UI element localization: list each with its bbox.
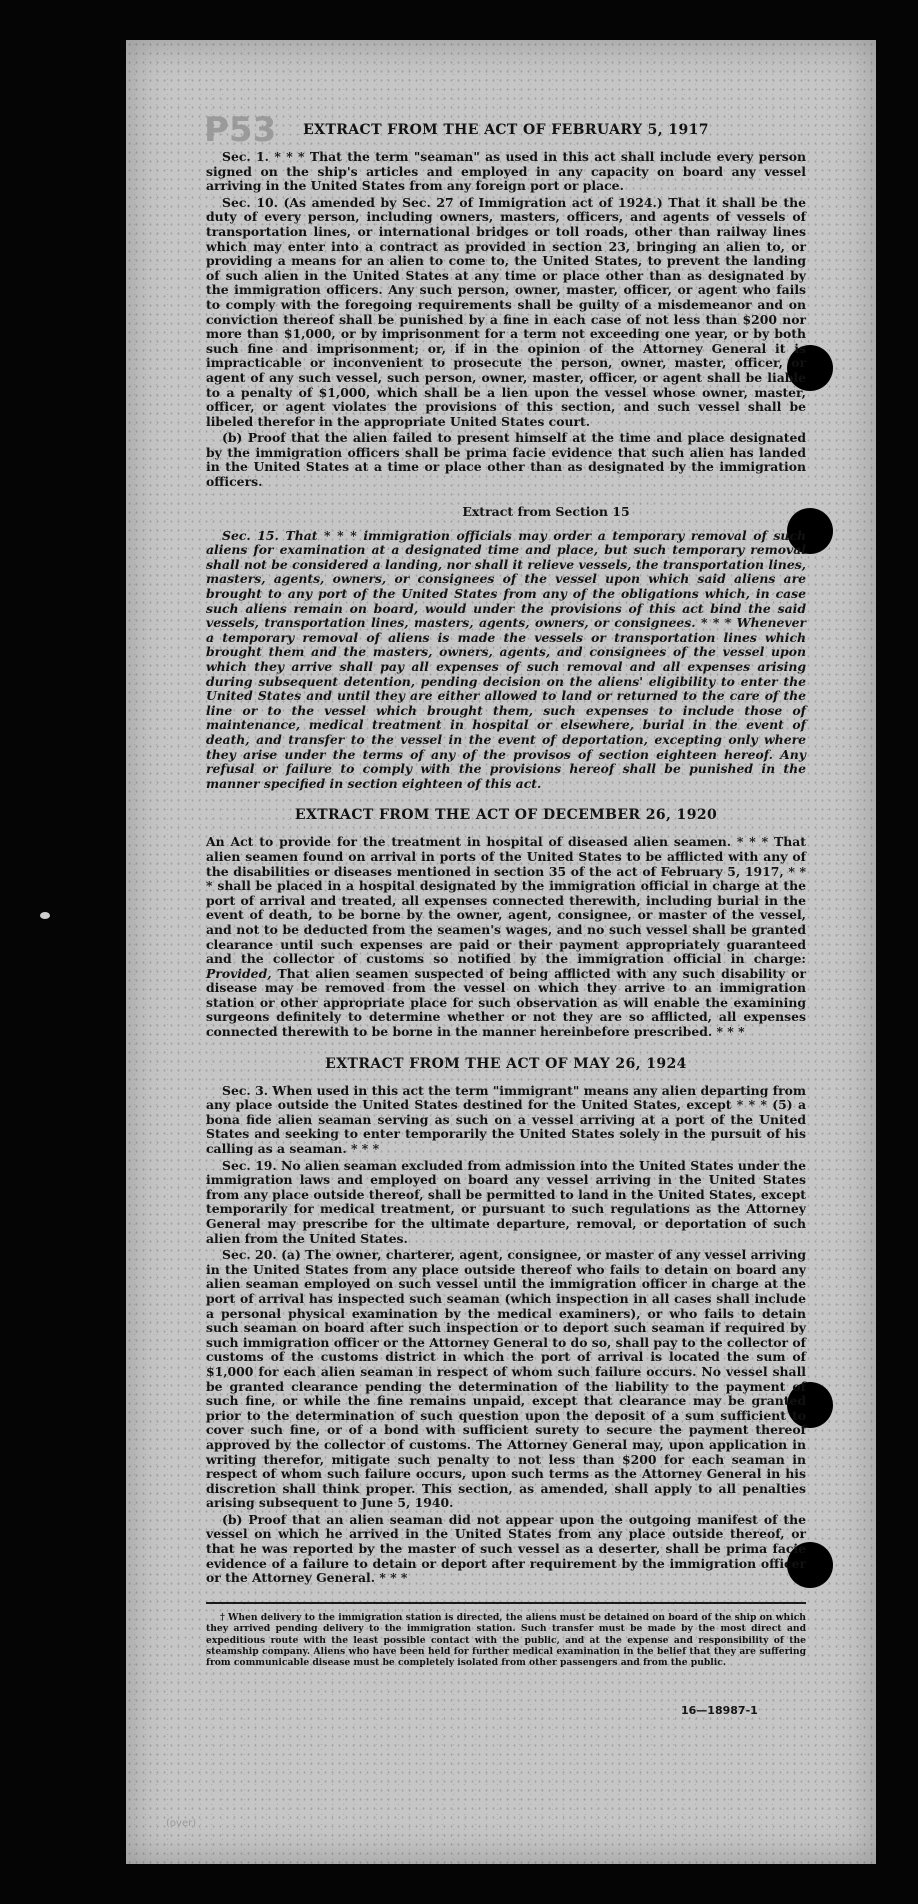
paragraph: Sec. 15. That * * * immigration officials may order a temporary removal of such aliens for examination at a designated time and place, but such temporary removal shall not be considered a landing, nor shall it relieve vessels, the transportation lines, masters, agents, owners, or consignees of the vessel upon which said aliens are brought to any port of the United States from any of the obligations which, in case such aliens remain on board, would under the provisions of this act bind the said vessels, transportation lines, masters, agents, owners, or consignees. * * * Whenever a temporary removal of aliens is made the vessels or transportation lines which brought them and the masters, owners, agents, and consignees of the vessel upon which they arrive shall pay all expenses of such removal and all expenses arising during subsequent detention, pending decision on the aliens' eligibility to enter the United States and until they are either allowed to land or returned to the care of the line or to the vessel which brought them, such expenses to include those of maintenance, medical treatment in hospital or elsewhere, burial in the event of death, and transfer to the vessel in the event of deportation, excepting only where they arise under the terms of any of the provisos of section eighteen hereof. Any refusal or failure to comply with the provisions hereof shall be punished in the manner specified in section eighteen of this act.	[206, 527, 806, 791]
paragraph: Sec. 10. (As amended by Sec. 27 of Immigration act of 1924.) That it shall be the duty of every person, including owners, masters, officers, and agents of vessels of transportation lines, or international bridges or toll roads, other than railway lines which may enter into a contract as provided in section 23, bringing an alien to, or providing a means for an alien to come to, the United States, to prevent the landing of such alien in the United States at any time or place other than as designated by the immigration officers. Any such person, owner, master, officer, or agent who fails to comply with the foregoing requirements shall be guilty of a misdemeanor and on conviction thereof shall be punished by a fine in each case of not less than $200 nor more than $1,000, or by imprisonment for a term not exceeding one year, or by both such fine and imprisonment; or, if in the opinion of the Attorney General it is impracticable or inconvenient to prosecute the person, owner, master, officer, or agent of any such vessel, such person, owner, master, officer, or agent shall be liable to a penalty of $1,000, which shall be a lien upon the vessel whose owner, master, officer, or agent violates the provisions of this section, and such vessel shall be libeled therefor in the appropriate United States court.	[206, 194, 806, 429]
paragraph: Sec. 3. When used in this act the term "immigrant" means any alien departing from any place outside the United States destined for the United States, except * * * (5) a bona fide alien seaman serving as such on a vessel arriving at a port of the United States and seeking to enter temporarily the United States solely in the pursuit of his calling as a seaman. * * *	[206, 1082, 806, 1157]
paragraph: Sec. 1. * * * That the term "seaman" as used in this act shall include every person signed on the ship's articles and employed in any capacity on board any vessel arriving in the United States from any foreign port or place.	[206, 149, 806, 194]
paragraph: Sec. 20. (a) The owner, charterer, agent, consignee, or master of any vessel arriving in the United States from any place outside thereof who fails to detain on board any alien seaman employed on such vessel until the immigration officer in charge at the port of arrival has inspected such seaman (which inspection in all cases shall include a personal physical examination by the medical examiners), or who fails to detain such seaman on board after such inspection or to deport such seaman if required by such immigration officer or the Attorney General to do so, shall pay to the collector of customs of the customs district in which the port of arrival is located the sum of $1,000 for each alien seaman in respect of whom such failure occurs. No vessel shall be granted clearance pending the determination of the liability to the payment of such fine, or while the fine remains unpaid, except that clearance may be granted prior to the determination of such question upon the deposit of a sum sufficient to cover such fine, or of a bond with sufficient surety to secure the payment thereof approved by the collector of customs. The Attorney General may, upon application in writing therefor, mitigate such penalty to not less than $200 for each seaman in respect of whom such failure occurs, upon such terms as the Attorney General in his discretion shall think proper. This section, as amended, shall apply to all penalties arising subsequent to June 5, 1940.	[206, 1247, 806, 1511]
paragraph: (b) Proof that an alien seaman did not appear upon the outgoing manifest of the vessel on which he arrived in the United States from any place outside thereof, or that he was reported by the master of such vessel as a deserter, shall be prima facie evidence of a failure to detain or deport after requirement by the immigration officer or the Attorney General. * * *	[206, 1511, 806, 1586]
paragraph: Sec. 19. No alien seaman excluded from admission into the United States under the immigration laws and employed on board any vessel arriving in the United States from any place outside thereof, shall be permitted to land in the United States, except temporarily for medical treatment, or pursuant to such regulations as the Attorney General may prescribe for the ultimate departure, removal, or deportation of such alien from the United States.	[206, 1157, 806, 1246]
section-subheading: Extract from Section 15	[462, 503, 630, 519]
footnote-divider	[206, 1602, 806, 1604]
section-heading: EXTRACT FROM THE ACT OF MAY 26, 1924	[325, 1055, 687, 1072]
faded-stamp: P53	[204, 110, 277, 150]
corner-mark: (over)	[166, 1818, 197, 1829]
section-heading: EXTRACT FROM THE ACT OF DECEMBER 26, 1920	[294, 807, 718, 824]
paragraph-text: An Act to provide for the treatment in hospital of diseased alien seamen. * * * That alien seamen found on arrival in ports of the United States to be afflicted with any of the disabilities or diseases mentioned in section 35 of the act of February 5, 1917, * * * shall be placed in a hospital designated by the immigration official in charge at the port of arrival and treated, all expenses connected therewith, including burial in the event of death, to be borne by the owner, agent, consignee, or master of the vessel, and not to be deducted from the seamen's wages, and no such vessel shall be granted clearance until such expenses are paid or their payment appropriately guaranteed and the collector of customs so notified by the immigration official in charge:	[206, 834, 806, 967]
paragraph: (b) Proof that the alien failed to present himself at the time and place designated by the immigration officers shall be prima facie evidence that such alien has landed in the United States at a time or place other than as designated by the immigration officers.	[206, 430, 806, 490]
proviso-label: Provided,	[206, 965, 272, 981]
document-body	[206, 122, 806, 1669]
footnote: † When delivery to the immigration station is directed, the aliens must be detained on board of the ship on which they arrived pending delivery to the immigration station. Such transfer must be made by the most direct and expeditious route with the least possible contact with the public, and at the expense and responsibility of the steamship company. Aliens who have been held for further medical examination in the belief that they are suffering from communicable disease must be completely isolated from other passengers and from the public.	[206, 1611, 806, 1669]
section-heading: EXTRACT FROM THE ACT OF FEBRUARY 5, 1917	[303, 122, 709, 138]
form-code: 16—18987-1	[681, 1704, 758, 1717]
scan-speck	[40, 912, 50, 919]
document-page	[126, 40, 876, 1864]
paragraph	[206, 835, 806, 1039]
paragraph-text: That alien seamen suspected of being afflicted with any such disability or disease may be removed from the vessel on which they arrive to an immigration station or other appropriate place for such observation as will enable the examining surgeons definitely to determine whether or not they are so afflicted, all expenses connected therewith to be borne in the manner hereinbefore prescribed. * * *	[206, 965, 806, 1040]
